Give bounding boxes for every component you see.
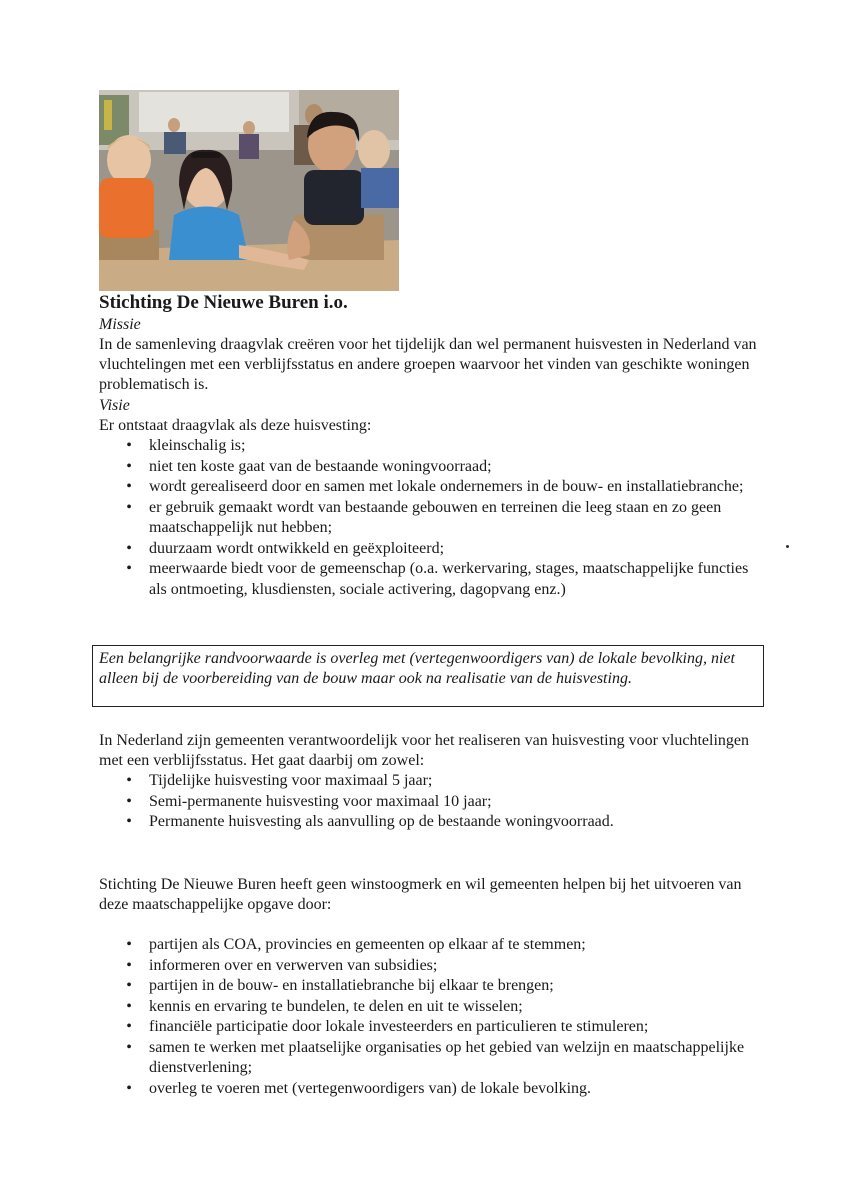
missie-section xyxy=(99,315,759,395)
randvoorwaarde-note-box xyxy=(92,645,764,707)
visie-list xyxy=(99,436,759,600)
visie-intro: Er ontstaat draagvlak als deze huisvesting: xyxy=(99,417,372,434)
list-item: • kleinschalig is; xyxy=(126,437,246,454)
stichting-text: Stichting De Nieuwe Buren heeft geen winstoogmerk en wil gemeenten helpen bij het uitvoeren van deze maatschappelijke opgave door: xyxy=(99,876,742,913)
visie-section xyxy=(99,396,759,600)
list-item: • samen te werken met plaatselijke organisaties op het gebied van welzijn en maatschappelijke dienstverlening; xyxy=(126,1038,745,1076)
list-item: • er gebruik gemaakt wordt van bestaande gebouwen en terreinen die leeg staan en zo geen maatschappelijk nut hebben; xyxy=(126,498,722,536)
gemeenten-section xyxy=(99,731,759,833)
gemeenten-list xyxy=(99,771,759,833)
list-item: • wordt gerealiseerd door en samen met lokale ondernemers in de bouw- en installatiebranche; xyxy=(126,478,744,495)
list-item: • partijen in de bouw- en installatiebranche bij elkaar te brengen; xyxy=(126,977,554,994)
children-classroom-photo xyxy=(99,90,399,291)
visie-label: Visie xyxy=(99,397,130,414)
stichting-list xyxy=(99,935,759,1099)
scan-speck xyxy=(786,545,789,548)
list-item: • financiële participatie door lokale investeerders en particulieren te stimuleren; xyxy=(126,1018,649,1035)
list-item: • niet ten koste gaat van de bestaande woningvoorraad; xyxy=(126,457,492,475)
note-text: Een belangrijke randvoorwaarde is overleg met (vertegenwoordigers van) de lokale bevolking, niet alleen bij de voorbereiding van de bouw maar ook na realisatie van de huisvesting. xyxy=(99,650,735,687)
missie-text: In de samenleving draagvlak creëren voor het tijdelijk dan wel permanent huisvesten in Nederland van vluchtelingen met een verblijfsstatus en andere groepen waarvoor het vinden van geschikte woningen problematisch is. xyxy=(99,336,757,393)
missie-label: Missie xyxy=(99,316,141,333)
stichting-section xyxy=(99,875,759,1099)
list-item: • meerwaarde biedt voor de gemeenschap (o.a. werkervaring, stages, maatschappelijke functies als ontmoeting, klusdiensten, sociale activering, dagopvang enz.) xyxy=(126,560,749,598)
list-item: • overleg te voeren met (vertegenwoordigers van) de lokale bevolking. xyxy=(126,1079,592,1097)
list-item: • Permanente huisvesting als aanvulling op de bestaande woningvoorraad. xyxy=(126,813,614,830)
list-item: • duurzaam wordt ontwikkeld en geëxploiteerd; xyxy=(126,539,445,557)
list-item: • kennis en ervaring te bundelen, te delen en uit te wisselen; xyxy=(126,997,523,1015)
organization-title: Stichting De Nieuwe Buren i.o. xyxy=(99,292,348,313)
photo-illustration xyxy=(99,90,399,291)
list-item: • informeren over en verwerven van subsidies; xyxy=(126,956,438,974)
list-item: • partijen als COA, provincies en gemeenten op elkaar af te stemmen; xyxy=(126,936,586,953)
gemeenten-text: In Nederland zijn gemeenten verantwoordelijk voor het realiseren van huisvesting voor vluchtelingen met een verblijfsstatus. Het gaat daarbij om zowel: xyxy=(99,732,750,769)
list-item: • Semi-permanente huisvesting voor maximaal 10 jaar; xyxy=(126,792,492,810)
list-item: • Tijdelijke huisvesting voor maximaal 5 jaar; xyxy=(126,772,433,789)
